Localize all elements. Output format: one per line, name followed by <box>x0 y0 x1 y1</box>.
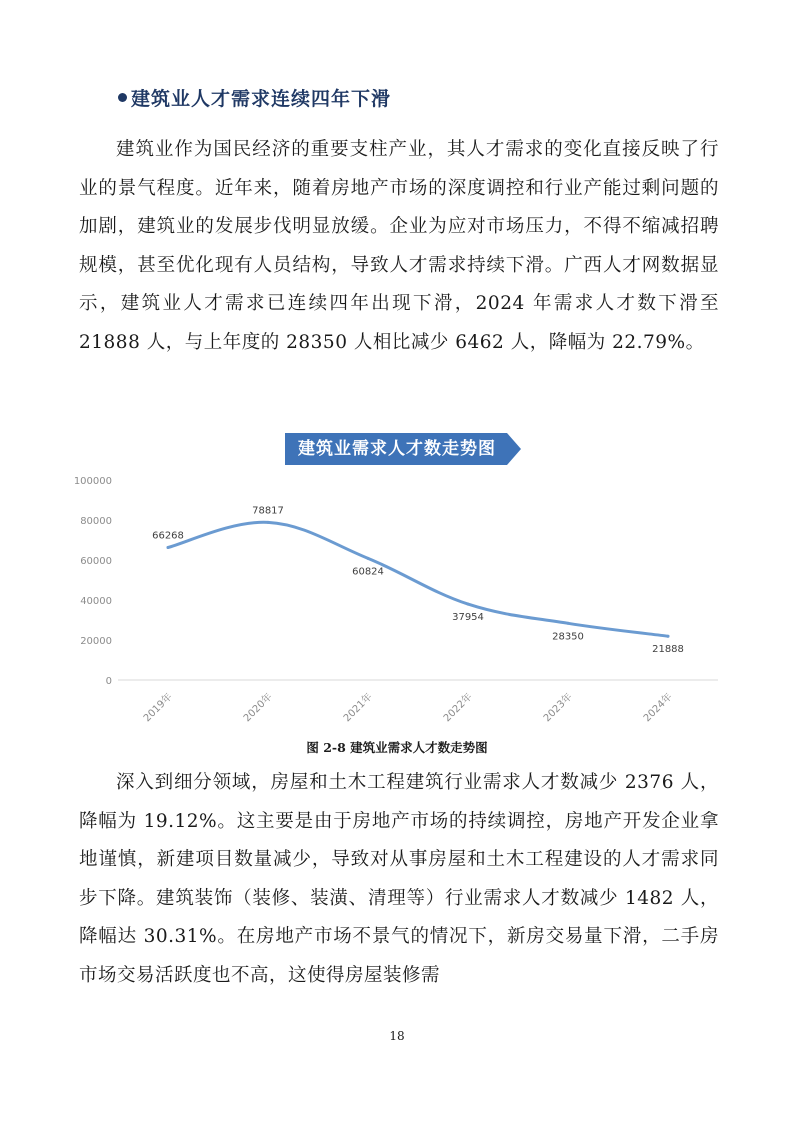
chart-title-banner <box>285 433 521 465</box>
figure-caption: 图 2-8 建筑业需求人才数走势图 <box>306 740 488 755</box>
y-tick-label: 60000 <box>80 556 112 567</box>
data-point <box>467 603 470 606</box>
bullet-icon <box>118 93 127 102</box>
x-tick-label: 2021年 <box>341 691 375 725</box>
line-chart <box>70 468 730 738</box>
chart-title: 建筑业需求人才数走势图 <box>298 439 496 459</box>
section-heading <box>118 84 391 111</box>
x-tick-label: 2022年 <box>441 691 475 725</box>
x-tick-label: 2020年 <box>241 691 275 725</box>
body-paragraph-1: 建筑业作为国民经济的重要支柱产业，其人才需求的变化直接反映了行业的景气程度。近年来，随着房地产市场的深度调控和行业产能过剩问题的加剧，建筑业的发展步伐明显放缓。企业为应对市场压力，不得不缩减招聘规模，甚至优化现有人员结构，导致人才需求持续下滑。广西人才网数据显示，建筑业人才需求已连续四年出现下滑，2024 年需求人才数下滑至 21888 人，与上年度的 28350 人相比减少 6462 人，降幅为 22.79%。 <box>79 139 719 353</box>
x-tick-label: 2024年 <box>641 691 675 725</box>
y-tick-label: 0 <box>105 676 112 687</box>
x-tick-label: 2023年 <box>541 691 575 725</box>
y-tick-label: 20000 <box>80 636 112 647</box>
body-paragraph-2: 深入到细分领域，房屋和土木工程建筑行业需求人才数减少 2376 人，降幅为 19.12%。这主要是由于房地产市场的持续调控，房地产开发企业拿地谨慎，新建项目数量减少，导致对从事房屋和土木工程建设的人才需求同步下降。建筑装饰（装修、装潢、清理等）行业需求人才数减少 1482 人，降幅达 30.31%。在房地产市场不景气的情况下，新房交易量下滑，二手房市场交易活跃度也不高，这使得房屋装修需 <box>79 772 719 986</box>
x-tick-label: 2019年 <box>141 691 175 725</box>
y-tick-label: 100000 <box>73 476 112 487</box>
page-number: 18 <box>389 1029 405 1043</box>
data-point <box>367 557 370 560</box>
data-label: 78817 <box>252 505 284 517</box>
section-heading-text: 建筑业人才需求连续四年下滑 <box>131 88 392 110</box>
data-point <box>667 635 670 638</box>
data-label: 37954 <box>452 612 484 624</box>
series-line <box>168 522 668 636</box>
data-label: 28350 <box>552 631 584 643</box>
y-tick-label: 80000 <box>80 516 112 527</box>
data-label: 21888 <box>652 644 684 656</box>
data-point <box>567 622 570 625</box>
y-tick-label: 40000 <box>80 596 112 607</box>
data-label: 60824 <box>352 566 384 578</box>
data-point <box>167 546 170 549</box>
data-point <box>267 521 270 524</box>
data-label: 66268 <box>152 530 184 542</box>
